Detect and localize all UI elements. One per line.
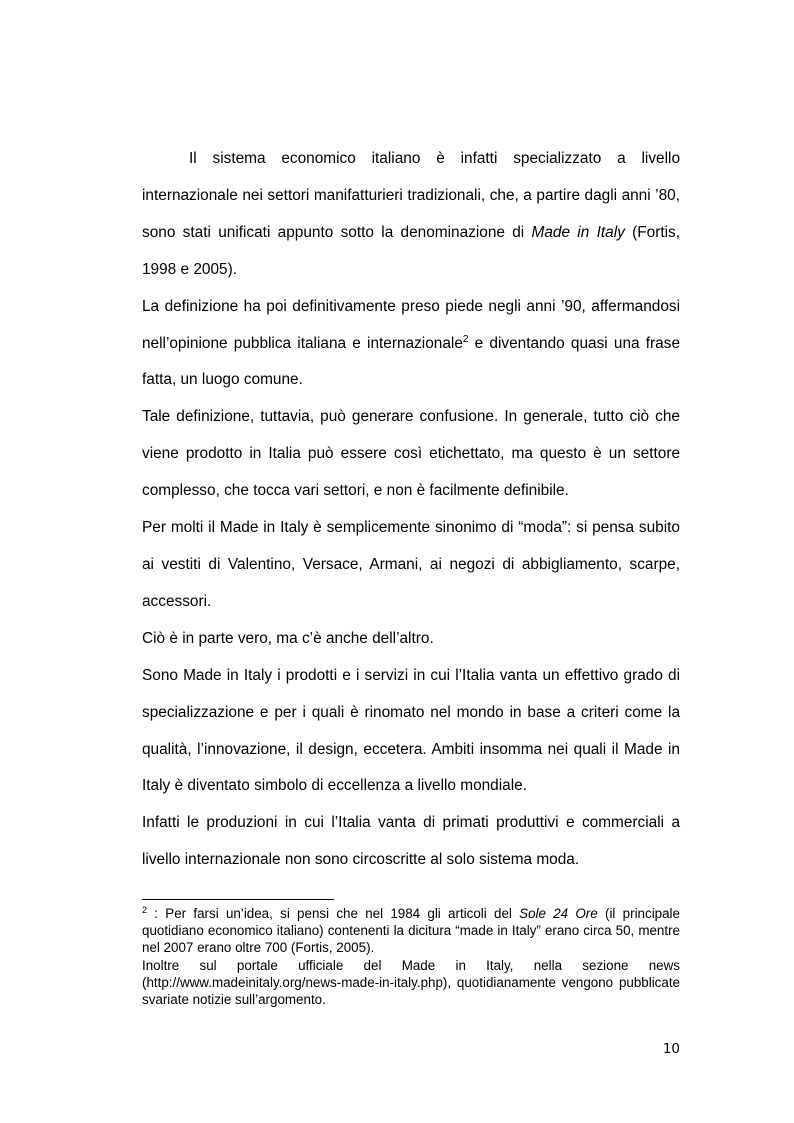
footnote-marker: 2 xyxy=(142,905,148,915)
paragraph: Per molti il Made in Italy è semplicemente sinonimo di “moda”: si pensa subito ai vestiti di Valentino, Versace, Armani, ai negozi di abbigliamento, scarpe, accessori. xyxy=(142,519,680,610)
paragraph: Sono Made in Italy i prodotti e i servizi in cui l’Italia vanta un effettivo grado di specializzazione e per i quali è rinomato nel mondo in base a criteri come la qualità, l’innovazione, il design, eccetera. Ambiti insomma nei quali il Made in Italy è diventato simbolo di eccellenza a livello mondiale. xyxy=(142,666,680,795)
footnote-text-continued: Inoltre sul portale ufficiale del Made in Italy, nella sezione news (http://www.madeinitaly.org/news-made-in-italy.php), quotidianamente vengono pubblicate svariate notizie sull’argomento. xyxy=(142,957,680,1008)
paragraph: Infatti le produzioni in cui l’Italia vanta di primati produttivi e commerciali a livello internazionale non sono circoscritte al solo sistema moda. xyxy=(142,814,680,869)
page-number: 10 xyxy=(662,1041,680,1057)
emphasis-sole-24-ore: Sole 24 Ore xyxy=(519,906,598,921)
footnote-separator xyxy=(142,899,334,900)
paragraph: Ciò è in parte vero, ma c’è anche dell’altro. xyxy=(142,629,434,647)
footnote-text: $^2$ : Per farsi un’idea, si pensi che nel 1984 gli articoli del Sole 24 Ore (il principale quotidiano economico italiano) contenenti la dicitura “made in Italy” erano circa 50, mentre nel 2007 erano oltre 700 (Fortis, 2005). xyxy=(142,905,680,956)
body-text xyxy=(142,141,680,879)
paragraph: Il sistema economico italiano è infatti specializzato a livello internazionale nei settori manifatturieri tradizionali, che, a partire dagli anni ’80, sono stati unificati appunto sotto la denominazione di Made in Italy (Fortis, 1998 e 2005). xyxy=(142,150,681,278)
paragraph: Tale definizione, tuttavia, può generare confusione. In generale, tutto ciò che viene prodotto in Italia può essere così etichettato, ma questo è un settore complesso, che tocca vari settori, e non è facilmente definibile. xyxy=(142,408,680,500)
emphasis-made-in-italy: Made in Italy xyxy=(531,223,625,241)
footnote xyxy=(142,905,680,1008)
footnote-reference[interactable]: 2 xyxy=(462,333,469,345)
paragraph: La definizione ha poi definitivamente preso piede negli anni ’90, affermandosi nell’opinione pubblica italiana e internazionale$^2$ e diventando quasi una frase fatta, un luogo comune. xyxy=(142,297,680,389)
